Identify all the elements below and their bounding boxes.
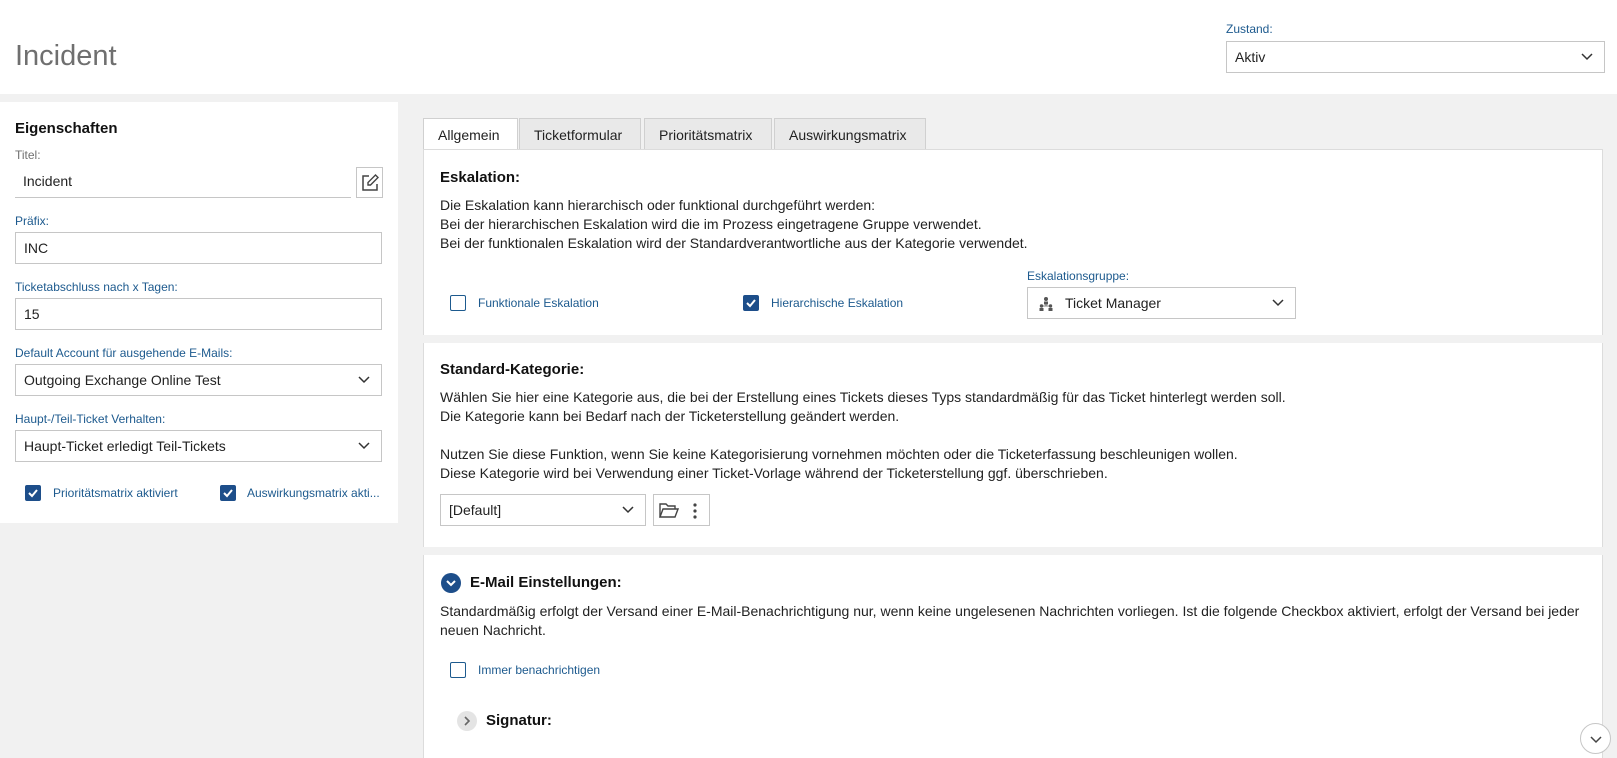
- escalation-group-value: Ticket Manager: [1065, 295, 1161, 311]
- escalation-title: Eskalation:: [440, 169, 521, 186]
- signature-title[interactable]: Signatur:: [486, 712, 552, 729]
- chevron-down-icon: [445, 577, 457, 589]
- chevron-down-icon: [1271, 295, 1285, 309]
- properties-heading: Eigenschaften: [15, 120, 118, 137]
- escalation-text-1: Die Eskalation kann hierarchisch oder funktional durchgeführt werden:: [440, 197, 876, 213]
- prefix-label: Präfix:: [15, 214, 50, 228]
- parent-child-select[interactable]: [15, 430, 382, 462]
- impact-matrix-checkbox[interactable]: [220, 485, 236, 501]
- parent-child-label: Haupt-/Teil-Ticket Verhalten:: [15, 412, 166, 426]
- expand-signature-button[interactable]: [457, 711, 477, 731]
- category-text-4: Diese Kategorie wird bei Verwendung einer Ticket-Vorlage während der Ticketerstellung ggf. überschrieben.: [440, 465, 1108, 481]
- email-section: [423, 555, 1603, 758]
- chevron-down-icon: [1589, 732, 1603, 746]
- page-title: Incident: [15, 40, 117, 72]
- hierarchical-escalation-checkbox[interactable]: [743, 295, 759, 311]
- title-input[interactable]: Incident: [15, 166, 351, 198]
- page-header: [0, 0, 1617, 94]
- edit-icon: [360, 173, 380, 193]
- priority-matrix-label[interactable]: Prioritätsmatrix aktiviert: [53, 486, 178, 500]
- status-label: Zustand:: [1226, 22, 1273, 36]
- parent-child-value: Haupt-Ticket erledigt Teil-Tickets: [24, 438, 226, 454]
- escalation-text-2: Bei der hierarchischen Eskalation wird die im Prozess eingetragene Gruppe verwendet.: [440, 216, 982, 232]
- prefix-input[interactable]: INC: [15, 232, 382, 264]
- category-section: [423, 343, 1603, 547]
- folder-open-icon[interactable]: [659, 502, 679, 519]
- category-select[interactable]: [440, 494, 646, 526]
- close-days-input[interactable]: 15: [15, 298, 382, 330]
- checkmark-icon: [27, 487, 39, 499]
- tab-prioritaetsmatrix[interactable]: Prioritätsmatrix: [644, 118, 772, 149]
- chevron-right-icon: [461, 715, 473, 727]
- status-select[interactable]: [1226, 41, 1605, 73]
- always-notify-checkbox[interactable]: [450, 662, 466, 678]
- priority-matrix-checkbox[interactable]: [25, 485, 41, 501]
- mail-account-value: Outgoing Exchange Online Test: [24, 372, 221, 388]
- tab-auswirkungsmatrix[interactable]: Auswirkungsmatrix: [774, 118, 926, 149]
- scroll-down-button[interactable]: [1580, 723, 1611, 754]
- category-actions: [653, 494, 710, 526]
- impact-matrix-label[interactable]: Auswirkungsmatrix akti...: [247, 486, 380, 500]
- functional-escalation-checkbox[interactable]: [450, 295, 466, 311]
- always-notify-label[interactable]: Immer benachrichtigen: [478, 663, 601, 677]
- category-title: Standard-Kategorie:: [440, 361, 585, 378]
- chevron-down-icon: [357, 372, 371, 386]
- email-text-2: neuen Nachricht.: [440, 622, 546, 638]
- escalation-section: [423, 149, 1603, 335]
- escalation-text-3: Bei der funktionalen Eskalation wird der Standardverantwortliche aus der Kategorie verwendet.: [440, 235, 1028, 251]
- edit-title-button[interactable]: [356, 167, 383, 198]
- close-days-label: Ticketabschluss nach x Tagen:: [15, 280, 178, 294]
- properties-panel: [0, 102, 398, 523]
- group-icon: [1038, 296, 1054, 312]
- chevron-down-icon: [357, 438, 371, 452]
- collapse-email-button[interactable]: [441, 573, 461, 593]
- category-text-3: Nutzen Sie diese Funktion, wenn Sie keine Kategorisierung vornehmen möchten oder die Ticketerfassung beschleunigen wollen.: [440, 446, 1238, 462]
- email-text-1: Standardmäßig erfolgt der Versand einer E-Mail-Benachrichtigung nur, wenn keine ungelesenen Nachrichten vorliegen. Ist die folgende Checkbox aktiviert, erfolgt der Versand bei jeder: [440, 603, 1580, 619]
- escalation-group-select[interactable]: [1027, 287, 1296, 319]
- category-text-1: Wählen Sie hier eine Kategorie aus, die bei der Erstellung eines Tickets dieses Typs standardmäßig für das Ticket hinterlegt werden soll.: [440, 389, 1286, 405]
- status-value: Aktiv: [1235, 49, 1266, 65]
- checkmark-icon: [745, 297, 757, 309]
- functional-escalation-label[interactable]: Funktionale Eskalation: [478, 296, 599, 310]
- checkmark-icon: [222, 487, 234, 499]
- chevron-down-icon: [621, 502, 635, 516]
- more-options-icon[interactable]: [692, 502, 698, 520]
- mail-account-select[interactable]: [15, 364, 382, 396]
- category-value: [Default]: [449, 502, 502, 518]
- escalation-group-label: Eskalationsgruppe:: [1027, 269, 1130, 283]
- mail-account-label: Default Account für ausgehende E-Mails:: [15, 346, 233, 360]
- category-text-2: Die Kategorie kann bei Bedarf nach der Ticketerstellung geändert werden.: [440, 408, 900, 424]
- title-label: Titel:: [15, 148, 41, 162]
- chevron-down-icon: [1580, 49, 1594, 63]
- email-title: E-Mail Einstellungen:: [470, 574, 622, 591]
- hierarchical-escalation-label[interactable]: Hierarchische Eskalation: [771, 296, 904, 310]
- tab-allgemein[interactable]: Allgemein: [423, 118, 518, 150]
- tab-ticketformular[interactable]: Ticketformular: [519, 118, 641, 149]
